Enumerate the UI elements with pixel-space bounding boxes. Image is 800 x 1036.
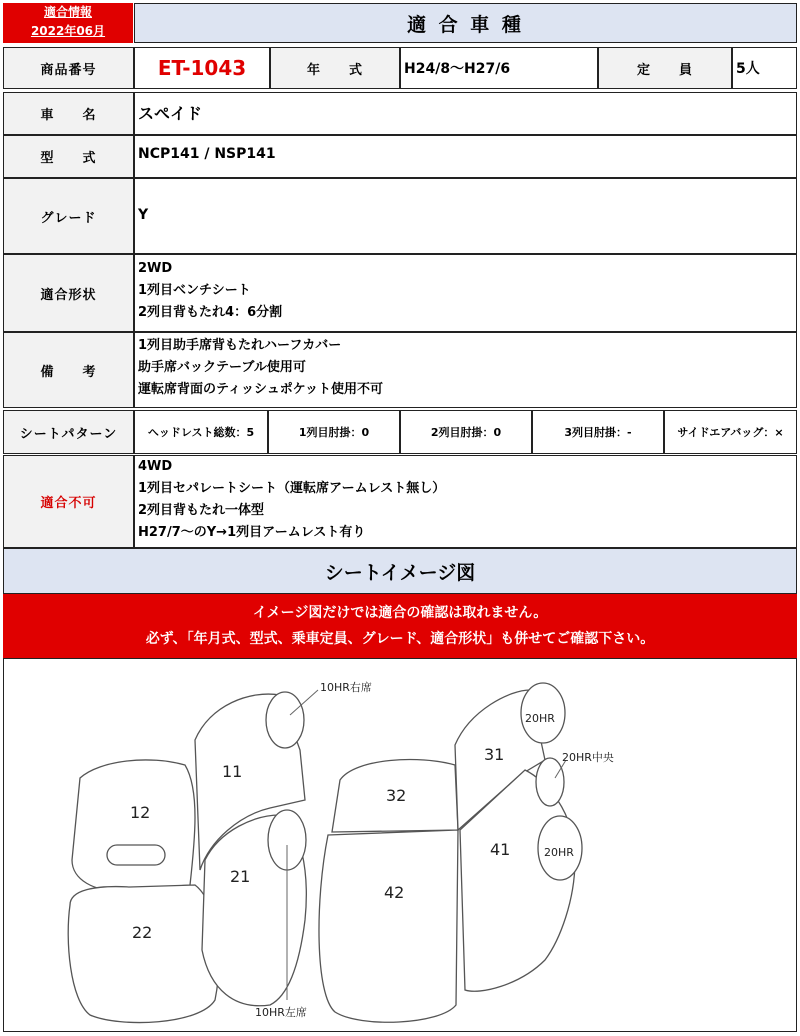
pattern-row2-armrest: 2列目肘掛：0 xyxy=(400,410,532,454)
year-label: 年 式 xyxy=(270,47,400,89)
part-label-21: 21 xyxy=(230,867,251,886)
pattern-headrest: ヘッドレスト総数：5 xyxy=(134,410,268,454)
warning-banner xyxy=(3,594,797,658)
seat-part-12 xyxy=(72,760,195,890)
product-no: ET-1043 xyxy=(134,47,270,89)
pattern-side-airbag: サイドエアバッグ：× xyxy=(664,410,797,454)
notes-label: 備 考 xyxy=(3,332,134,408)
grade-value: Y xyxy=(134,178,797,254)
headrest-10hr-right xyxy=(266,692,304,748)
seat-part-22 xyxy=(68,885,219,1023)
badge-line1: 適合情報 xyxy=(43,5,92,19)
part-label-31: 31 xyxy=(484,745,505,764)
warning-line: 必ず、「年月式、型式、乗車定員、グレード、適合形状」も併せてご確認下さい。 xyxy=(145,631,655,647)
shape-line: 1列目ベンチシート xyxy=(138,283,251,298)
note-line: 1列目助手席背もたれハーフカバー xyxy=(138,338,342,353)
notes-list xyxy=(134,332,797,408)
warning-line: イメージ図だけでは適合の確認は取れません。 xyxy=(252,605,548,621)
model-value: NCP141 / NSP141 xyxy=(134,135,797,178)
shape-list xyxy=(134,254,797,332)
car-name-label: 車 名 xyxy=(3,92,134,135)
badge-line2: 2022年06月 xyxy=(30,24,106,38)
label-20hr-a: 20HR xyxy=(525,712,555,725)
seat-part-42 xyxy=(319,830,458,1022)
part-label-42: 42 xyxy=(384,883,405,902)
label-10hr-right: 10HR右席 xyxy=(320,681,372,694)
part-label-41: 41 xyxy=(490,840,511,859)
image-section-title: シートイメージ図 xyxy=(3,548,797,594)
not-fit-line: 2列目背もたれ一体型 xyxy=(138,503,265,518)
shape-line: 2列目背もたれ4：6分割 xyxy=(138,305,283,320)
capacity-label: 定 員 xyxy=(598,47,732,89)
note-line: 助手席バックテーブル使用可 xyxy=(138,360,306,375)
car-name: スペイド xyxy=(134,92,797,135)
grade-label: グレード xyxy=(3,178,134,254)
headrest-20hr-center xyxy=(536,758,564,806)
not-fit-line: 4WD xyxy=(138,459,173,474)
armrest-slot xyxy=(107,845,165,865)
not-fit-label: 適合不可 xyxy=(3,455,134,548)
info-badge xyxy=(3,3,133,43)
capacity-value: 5人 xyxy=(732,47,797,89)
pattern-label: シートパターン xyxy=(3,410,134,454)
page-title-text: 適 合 車 種 xyxy=(407,13,524,36)
note-line: 運転席背面のティッシュポケット使用不可 xyxy=(138,382,384,397)
not-fit-line: H27/7〜のY→1列目アームレスト有り xyxy=(138,525,366,540)
pattern-row1-armrest: 1列目肘掛：0 xyxy=(268,410,400,454)
part-label-11: 11 xyxy=(222,762,243,781)
seat-diagram xyxy=(3,658,797,1032)
label-10hr-left: 10HR左席 xyxy=(255,1006,307,1019)
page-title xyxy=(134,3,797,43)
part-label-32: 32 xyxy=(386,786,407,805)
label-20hr-center: 20HR中央 xyxy=(562,751,614,764)
not-fit-line: 1列目セパレートシート（運転席アームレスト無し） xyxy=(138,481,446,496)
year-value: H24/8〜H27/6 xyxy=(400,47,598,89)
shape-line: 2WD xyxy=(138,261,173,276)
model-label: 型 式 xyxy=(3,135,134,178)
part-label-12: 12 xyxy=(130,803,151,822)
part-label-22: 22 xyxy=(132,923,153,942)
pattern-row3-armrest: 3列目肘掛：- xyxy=(532,410,664,454)
label-20hr-b: 20HR xyxy=(544,846,574,859)
product-no-label: 商品番号 xyxy=(3,47,134,89)
not-fit-list xyxy=(134,455,797,548)
shape-label: 適合形状 xyxy=(3,254,134,332)
